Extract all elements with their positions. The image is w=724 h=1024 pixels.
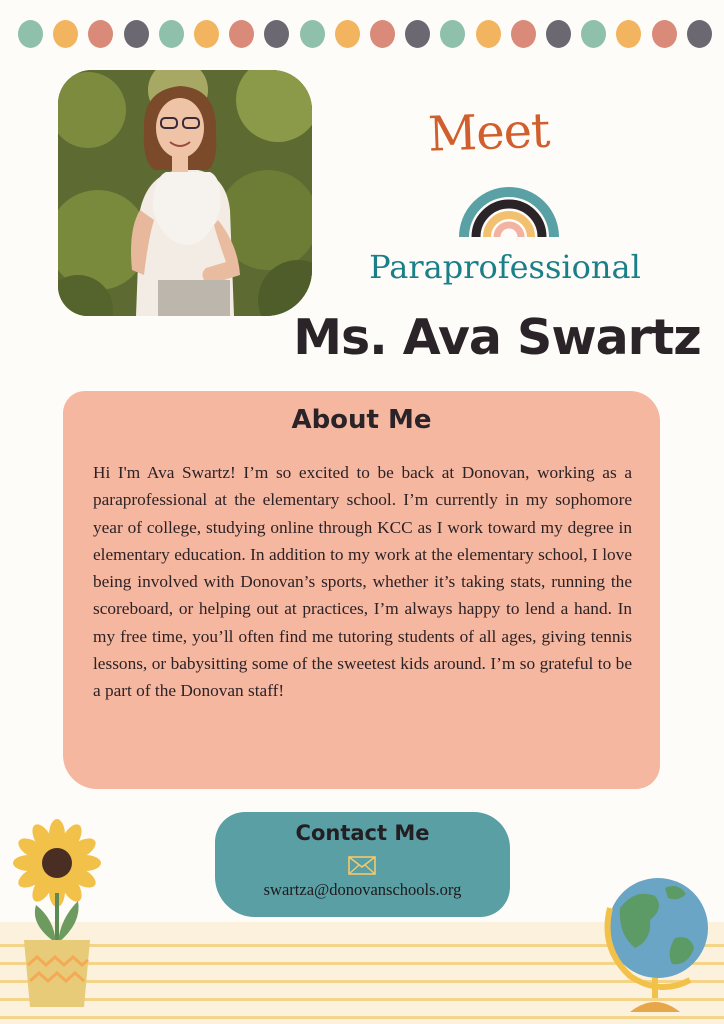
about-text: Hi I'm Ava Swartz! I’m so excited to be back at Donovan, working as a paraprofessional at the elementary school. I’m currently in my sophomore year of college, studying online through KCC as I work toward my degree in elementary education. In addition to my work at the elementary school, I love being involved with Donovan’s sports, whether it’s taking stats, running the scoreboard, or helping out at practices, I’m always happy to lend a hand. In my free time, you’ll often find me tutoring students of all ages, giving tennis lessons, or babysitting some of the sweetest kids around. I’m so grateful to be a part of the Donovan staff! xyxy=(93,463,632,701)
contact-email[interactable]: swartza@donovanschools.org xyxy=(263,880,462,899)
decorative-dot xyxy=(264,20,289,48)
decorative-dot xyxy=(370,20,395,48)
decorative-dot-border xyxy=(0,20,724,50)
decorative-dot xyxy=(159,20,184,48)
globe-icon xyxy=(590,868,710,1013)
decorative-dot xyxy=(476,20,501,48)
decorative-dot xyxy=(581,20,606,48)
decorative-dot xyxy=(18,20,43,48)
decorative-dot xyxy=(194,20,219,48)
decorative-dot xyxy=(511,20,536,48)
decorative-dot xyxy=(300,20,325,48)
decorative-dot xyxy=(405,20,430,48)
decorative-dot xyxy=(335,20,360,48)
decorative-dot xyxy=(546,20,571,48)
decorative-dot xyxy=(687,20,712,48)
decorative-dot xyxy=(616,20,641,48)
role-title: Paraprofessional xyxy=(369,248,641,286)
about-card xyxy=(63,391,660,789)
envelope-icon xyxy=(348,856,376,875)
decorative-dot xyxy=(229,20,254,48)
meet-heading: Meet xyxy=(427,102,551,163)
contact-title: Contact Me xyxy=(295,821,430,845)
decorative-dot xyxy=(53,20,78,48)
decorative-dot xyxy=(124,20,149,48)
sunflower-icon xyxy=(10,815,110,1010)
decorative-dot xyxy=(440,20,465,48)
contact-card xyxy=(215,812,510,917)
staff-name: Ms. Ava Swartz xyxy=(293,309,701,366)
about-title: About Me xyxy=(291,405,432,435)
rainbow-icon xyxy=(458,175,560,237)
decorative-dot xyxy=(88,20,113,48)
decorative-dot xyxy=(652,20,677,48)
portrait-photo xyxy=(58,70,312,316)
